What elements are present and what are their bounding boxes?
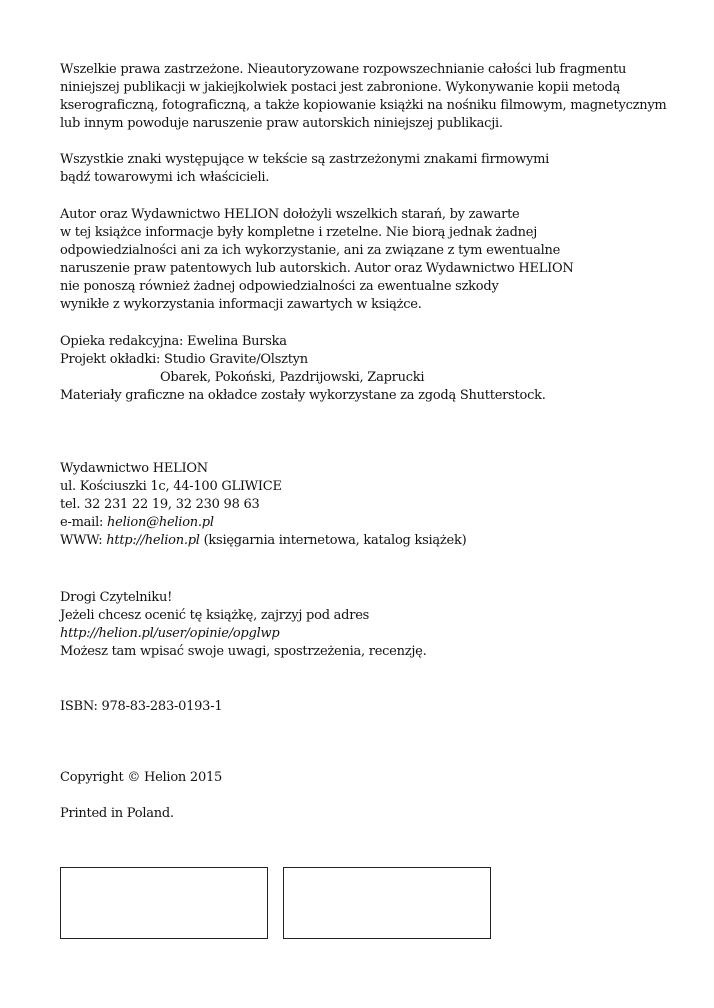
copyright: Copyright © Helion 2015 xyxy=(60,770,223,785)
trademark-notice-line: Wszystkie znaki występujące w tekście są zastrzeżonymi znakami firmowymi xyxy=(60,152,550,167)
reader-note-line: Jeżeli chcesz ocenić tę książkę, zajrzyj pod adres xyxy=(60,608,370,623)
rights-notice-line: kserograficzną, fotograficzną, a także kopiowanie książki na nośniku filmowym, magnetycznym xyxy=(60,98,667,113)
disclaimer-line: odpowiedzialności ani za ich wykorzystanie, ani za związane z tym ewentualne xyxy=(60,243,561,258)
credit-cover-designers: Obarek, Pokoński, Pazdrijowski, Zaprucki xyxy=(160,370,425,385)
publisher-phone: tel. 32 231 22 19, 32 230 98 63 xyxy=(60,497,260,512)
email-label: e-mail: xyxy=(60,515,107,530)
credit-editor: Opieka redakcyjna: Ewelina Burska xyxy=(60,334,287,349)
blank-box-right xyxy=(283,867,491,939)
rights-notice-line: niniejszej publikacji w jakiejkolwiek postaci jest zabronione. Wykonywanie kopii metodą xyxy=(60,80,621,95)
reader-note-line: Możesz tam wpisać swoje uwagi, spostrzeżenia, recenzję. xyxy=(60,644,427,659)
publisher-www-line xyxy=(60,532,466,550)
rights-notice-line: lub innym powoduje naruszenie praw autorskich niniejszej publikacji. xyxy=(60,116,503,131)
credit-cover-materials: Materiały graficzne na okładce zostały wykorzystane za zgodą Shutterstock. xyxy=(60,388,546,403)
isbn: ISBN: 978-83-283-0193-1 xyxy=(60,699,223,714)
disclaimer-line: naruszenie praw patentowych lub autorskich. Autor oraz Wydawnictwo HELION xyxy=(60,261,574,276)
disclaimer-line: w tej książce informacje były kompletne i rzetelne. Nie biorą jednak żadnej xyxy=(60,225,537,240)
www-note: (księgarnia internetowa, katalog książek) xyxy=(199,533,467,548)
opinion-url-line xyxy=(60,625,279,643)
publisher-name: Wydawnictwo HELION xyxy=(60,461,208,476)
blank-box-left xyxy=(60,867,268,939)
publisher-email-line xyxy=(60,514,214,532)
trademark-notice-line: bądź towarowymi ich właścicieli. xyxy=(60,170,270,185)
email-link[interactable]: helion@helion.pl xyxy=(107,515,214,530)
www-link[interactable]: http://helion.pl xyxy=(106,533,200,548)
disclaimer-line: Autor oraz Wydawnictwo HELION dołożyli wszelkich starań, by zawarte xyxy=(60,207,520,222)
rights-notice-line: Wszelkie prawa zastrzeżone. Nieautoryzowane rozpowszechnianie całości lub fragmentu xyxy=(60,62,627,77)
www-label: WWW: xyxy=(60,533,107,548)
printed-in: Printed in Poland. xyxy=(60,806,174,821)
publisher-address: ul. Kościuszki 1c, 44-100 GLIWICE xyxy=(60,479,282,494)
credit-cover-design: Projekt okładki: Studio Gravite/Olsztyn xyxy=(60,352,308,367)
opinion-link[interactable]: http://helion.pl/user/opinie/opglwp xyxy=(60,626,280,641)
disclaimer-line: wynikłe z wykorzystania informacji zawartych w książce. xyxy=(60,297,422,312)
disclaimer-line: nie ponoszą również żadnej odpowiedzialności za ewentualne szkody xyxy=(60,279,499,294)
reader-greeting: Drogi Czytelniku! xyxy=(60,590,173,605)
